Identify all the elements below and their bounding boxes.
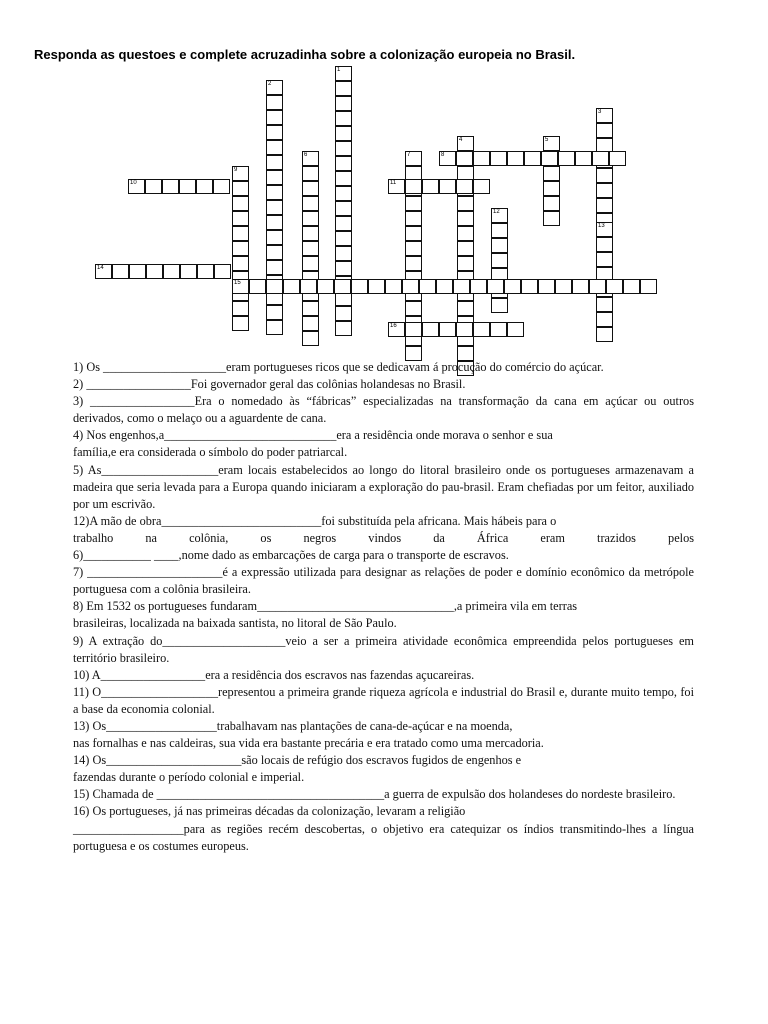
crossword-cell[interactable] <box>405 241 422 256</box>
crossword-cell[interactable] <box>419 279 436 294</box>
crossword-cell[interactable] <box>385 279 402 294</box>
crossword-cell[interactable] <box>596 252 613 267</box>
question-8: 8) Em 1532 os portugueses fundaram________________________________,a primeira vila em terras <box>73 599 578 614</box>
crossword-cell[interactable] <box>405 256 422 271</box>
clue-number: 1 <box>337 67 341 73</box>
crossword-cell[interactable] <box>232 196 249 211</box>
question-13: 13) Os__________________trabalhavam nas plantações de cana-de-açúcar e na moenda, <box>73 718 513 733</box>
crossword-cell[interactable] <box>112 264 129 279</box>
crossword-cell[interactable] <box>283 279 300 294</box>
crossword-cell[interactable] <box>302 316 319 331</box>
crossword-cell[interactable] <box>334 279 351 294</box>
clue-number: 8 <box>441 152 445 158</box>
crossword-cell[interactable] <box>129 264 146 279</box>
crossword-cell[interactable] <box>422 179 439 194</box>
crossword-cell[interactable] <box>491 238 508 253</box>
crossword-cell[interactable] <box>589 279 606 294</box>
crossword-grid <box>0 0 768 360</box>
crossword-cell[interactable] <box>473 151 490 166</box>
crossword-cell[interactable] <box>266 260 283 275</box>
crossword-cell[interactable] <box>596 312 613 327</box>
question-13-cont: nas fornalhas e nas caldeiras, sua vida era bastante precária e era tratado como uma mercadoria. <box>73 736 544 751</box>
crossword-cell[interactable] <box>543 166 560 181</box>
crossword-cell[interactable] <box>436 279 453 294</box>
crossword-cell[interactable] <box>335 321 352 336</box>
crossword-cell[interactable] <box>596 198 613 213</box>
question-10: 10) A_________________era a residência dos escravos nas fazendas açucareiras. <box>73 667 475 682</box>
crossword-cell[interactable] <box>266 110 283 125</box>
crossword-cell[interactable] <box>162 179 179 194</box>
crossword-cell[interactable] <box>575 151 592 166</box>
crossword-cell[interactable] <box>543 196 560 211</box>
clue-number: 10 <box>130 180 137 186</box>
crossword-cell[interactable] <box>596 123 613 138</box>
crossword-cell[interactable] <box>439 179 456 194</box>
crossword-cell[interactable] <box>490 151 507 166</box>
crossword-cell[interactable] <box>302 331 319 346</box>
question-8-cont: brasileiras, localizada na baixada santista, no litoral de São Paulo. <box>73 616 397 631</box>
crossword-cell[interactable] <box>335 246 352 261</box>
crossword-cell[interactable] <box>422 322 439 337</box>
crossword-cell[interactable] <box>302 181 319 196</box>
crossword-cell[interactable] <box>335 81 352 96</box>
crossword-cell[interactable] <box>606 279 623 294</box>
question-11: 11) O___________________representou a primeira grande riqueza agrícola e industrial do Brasil e, durante muito tempo, foi a base da economia colonial. <box>73 684 694 716</box>
crossword-cell[interactable] <box>405 179 422 194</box>
clue-number: 4 <box>459 137 463 143</box>
clue-number: 14 <box>97 265 104 271</box>
crossword-cell[interactable] <box>572 279 589 294</box>
clue-number: 12 <box>493 209 500 215</box>
question-12: 12)A mão de obra__________________________foi substituída pela africana. Mais hábeis para o <box>73 513 557 528</box>
crossword-cell[interactable] <box>405 196 422 211</box>
crossword-cell[interactable] <box>473 179 490 194</box>
crossword-cell[interactable] <box>163 264 180 279</box>
crossword-cell[interactable] <box>609 151 626 166</box>
crossword-cell[interactable] <box>180 264 197 279</box>
crossword-cell[interactable] <box>524 151 541 166</box>
crossword-cell[interactable] <box>541 151 558 166</box>
crossword-cell[interactable] <box>266 140 283 155</box>
question-5: 5) As___________________eram locais estabelecidos ao longo do litoral brasileiro onde os portugueses armazenavam a madeira que seria levada para a Europa quando iniciaram a exploração do pau-brasil. Eram chefiadas por um feitor, auxiliado por um escrivão. <box>73 462 694 511</box>
clue-number: 15 <box>234 280 241 286</box>
crossword-cell[interactable] <box>538 279 555 294</box>
question-3: 3) _________________Era o nomedado às “fábricas” especializadas na transformação da cana em açúcar ou outros derivados, como o melaço ou a aguardente de cana. <box>73 394 694 426</box>
crossword-cell[interactable] <box>453 279 470 294</box>
crossword-cell[interactable] <box>456 179 473 194</box>
crossword-cell[interactable] <box>457 256 474 271</box>
crossword-cell[interactable] <box>266 170 283 185</box>
crossword-cell[interactable] <box>504 279 521 294</box>
crossword-cell[interactable] <box>145 179 162 194</box>
crossword-cell[interactable] <box>232 226 249 241</box>
question-14: 14) Os______________________são locais de refúgio dos escravos fugidos de engenhos e <box>73 753 522 768</box>
question-9: 9) A extração do____________________veio a ser a primeira atividade econômica empreendida pelos portugueses em território brasileiro. <box>73 633 694 665</box>
question-15: 15) Chamada de _____________________________________a guerra de expulsão dos holandeses do nordeste brasileiro. <box>73 787 676 802</box>
crossword-cell[interactable] <box>213 179 230 194</box>
crossword-cell[interactable] <box>232 316 249 331</box>
crossword-cell[interactable] <box>232 256 249 271</box>
crossword-cell[interactable] <box>456 151 473 166</box>
crossword-cell[interactable] <box>335 216 352 231</box>
crossword-cell[interactable] <box>266 215 283 230</box>
crossword-cell[interactable] <box>351 279 368 294</box>
crossword-cell[interactable] <box>473 322 490 337</box>
crossword-cell[interactable] <box>266 279 283 294</box>
crossword-cell[interactable] <box>543 181 560 196</box>
clue-number: 3 <box>598 109 602 115</box>
clue-number: 6 <box>304 152 308 158</box>
crossword-cell[interactable] <box>179 179 196 194</box>
crossword-cell[interactable] <box>335 186 352 201</box>
crossword-cell[interactable] <box>266 185 283 200</box>
crossword-cell[interactable] <box>214 264 231 279</box>
crossword-cell[interactable] <box>491 253 508 268</box>
crossword-cell[interactable] <box>405 301 422 316</box>
clue-number: 7 <box>407 152 411 158</box>
crossword-cell[interactable] <box>302 196 319 211</box>
crossword-cell[interactable] <box>302 301 319 316</box>
clue-number: 16 <box>390 323 397 329</box>
page-title: Responda as questoes e complete acruzadinha sobre a colonização europeia no Brasil. <box>34 47 576 62</box>
crossword-cell[interactable] <box>232 241 249 256</box>
crossword-cell[interactable] <box>640 279 657 294</box>
crossword-cell[interactable] <box>555 279 572 294</box>
crossword-cell[interactable] <box>596 327 613 342</box>
crossword-cell[interactable] <box>232 211 249 226</box>
crossword-cell[interactable] <box>249 279 266 294</box>
crossword-cell[interactable] <box>197 264 214 279</box>
crossword-cell[interactable] <box>592 151 609 166</box>
crossword-cell[interactable] <box>405 226 422 241</box>
questions-list <box>73 359 694 855</box>
crossword-cell[interactable] <box>146 264 163 279</box>
crossword-cell[interactable] <box>232 301 249 316</box>
crossword-cell[interactable] <box>266 125 283 140</box>
question-16: 16) Os portugueses, já nas primeiras décadas da colonização, levaram a religião <box>73 804 466 819</box>
crossword-cell[interactable] <box>335 201 352 216</box>
crossword-cell[interactable] <box>596 237 613 252</box>
clue-number: 11 <box>390 180 397 186</box>
question-6: 6)___________ ____,nome dado as embarcações de carga para o transporte de escravos. <box>73 548 509 563</box>
clue-number: 2 <box>268 81 272 87</box>
crossword-cell[interactable] <box>266 155 283 170</box>
crossword-cell[interactable] <box>302 211 319 226</box>
question-12-cont: trabalho na colônia, os negros vindos da África eram trazidos pelos <box>73 530 694 545</box>
crossword-cell[interactable] <box>302 241 319 256</box>
crossword-cell[interactable] <box>335 111 352 126</box>
clue-number: 5 <box>545 137 549 143</box>
crossword-cell[interactable] <box>302 166 319 181</box>
clue-number: 9 <box>234 167 238 173</box>
crossword-cell[interactable] <box>302 226 319 241</box>
question-14-cont: fazendas durante o período colonial e imperial. <box>73 770 305 785</box>
crossword-cell[interactable] <box>335 171 352 186</box>
crossword-cell[interactable] <box>335 126 352 141</box>
crossword-cell[interactable] <box>456 322 473 337</box>
crossword-cell[interactable] <box>490 322 507 337</box>
crossword-cell[interactable] <box>266 305 283 320</box>
question-2: 2) _________________Foi governador geral das colônias holandesas no Brasil. <box>73 377 466 392</box>
crossword-cell[interactable] <box>232 181 249 196</box>
crossword-cell[interactable] <box>596 183 613 198</box>
crossword-cell[interactable] <box>457 301 474 316</box>
crossword-cell[interactable] <box>300 279 317 294</box>
question-7: 7) ______________________é a expressão utilizada para designar as relações de poder e domínio econômico da metrópole portuguesa com a colônia brasileira. <box>73 565 694 597</box>
crossword-cell[interactable] <box>335 96 352 111</box>
crossword-cell[interactable] <box>335 141 352 156</box>
crossword-cell[interactable] <box>302 256 319 271</box>
crossword-cell[interactable] <box>623 279 640 294</box>
crossword-cell[interactable] <box>405 322 422 337</box>
crossword-cell[interactable] <box>491 298 508 313</box>
crossword-cell[interactable] <box>266 95 283 110</box>
crossword-cell[interactable] <box>196 179 213 194</box>
crossword-cell[interactable] <box>543 211 560 226</box>
crossword-cell[interactable] <box>457 211 474 226</box>
crossword-cell[interactable] <box>507 322 524 337</box>
crossword-cell[interactable] <box>457 226 474 241</box>
crossword-cell[interactable] <box>596 168 613 183</box>
crossword-cell[interactable] <box>470 279 487 294</box>
question-4-cont: família,e era considerada o símbolo do poder patriarcal. <box>73 445 348 460</box>
crossword-cell[interactable] <box>596 297 613 312</box>
question-16-cont: __________________para as regiões recém descobertas, o objetivo era catequizar os índios transmitindo-lhes a língua portuguesa e os costumes europeus. <box>73 821 694 853</box>
crossword-cell[interactable] <box>368 279 385 294</box>
crossword-cell[interactable] <box>266 230 283 245</box>
question-1: 1) Os ____________________eram portugueses ricos que se dedicavam á procução do comércio do açúcar. <box>73 360 604 374</box>
crossword-cell[interactable] <box>457 196 474 211</box>
crossword-cell[interactable] <box>335 306 352 321</box>
crossword-cell[interactable] <box>266 200 283 215</box>
clue-number: 13 <box>598 223 605 229</box>
crossword-cell[interactable] <box>439 322 456 337</box>
crossword-cell[interactable] <box>558 151 575 166</box>
crossword-cell[interactable] <box>457 241 474 256</box>
question-4: 4) Nos engenhos,a____________________________era a residência onde morava o senhor e sua <box>73 428 553 443</box>
crossword-cell[interactable] <box>405 211 422 226</box>
crossword-cell[interactable] <box>317 279 334 294</box>
crossword-cell[interactable] <box>335 231 352 246</box>
crossword-cell[interactable] <box>266 245 283 260</box>
crossword-cell[interactable] <box>521 279 538 294</box>
crossword-cell[interactable] <box>487 279 504 294</box>
crossword-cell[interactable] <box>335 261 352 276</box>
crossword-cell[interactable] <box>266 320 283 335</box>
crossword-cell[interactable] <box>491 223 508 238</box>
crossword-cell[interactable] <box>402 279 419 294</box>
crossword-cell[interactable] <box>335 156 352 171</box>
crossword-cell[interactable] <box>507 151 524 166</box>
